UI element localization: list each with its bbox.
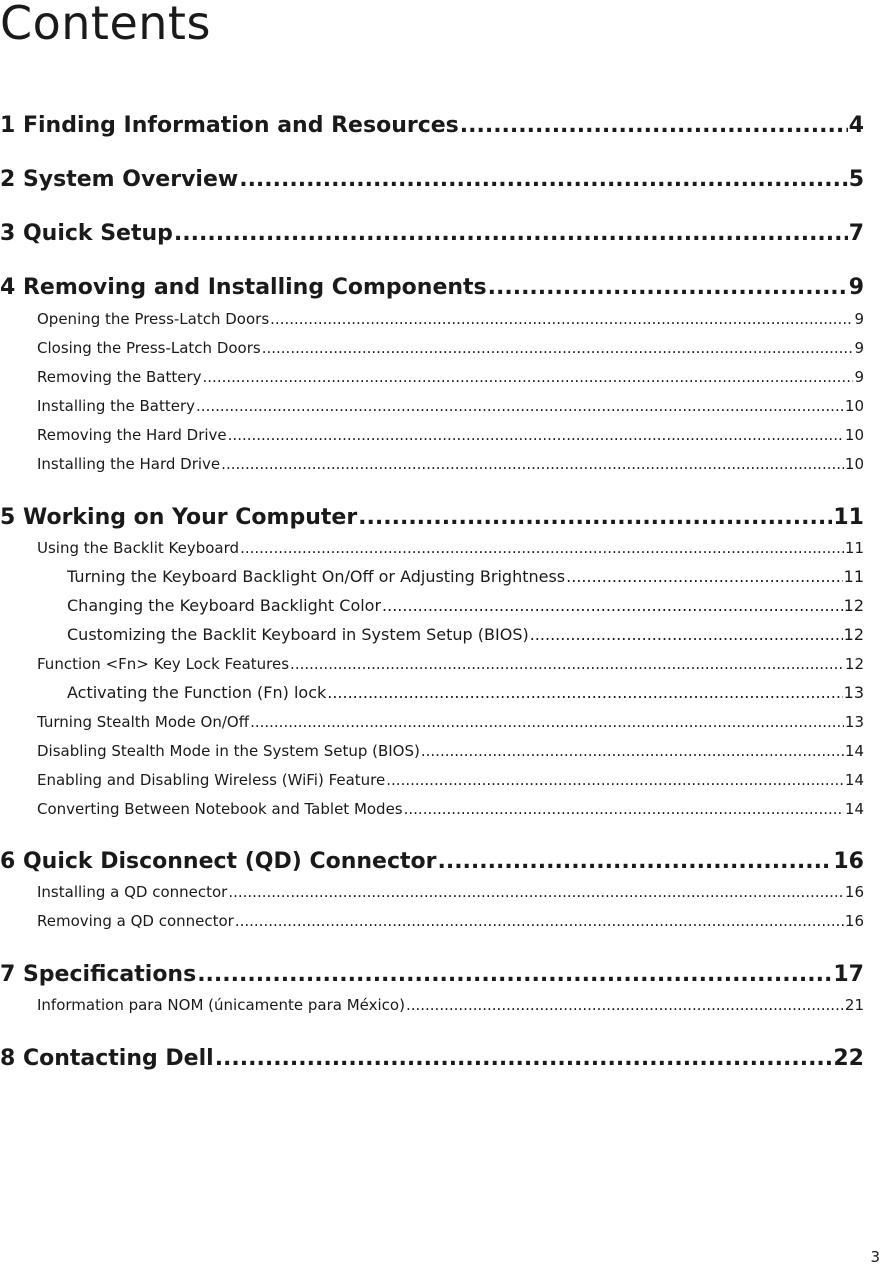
- toc-section-entry[interactable]: [37, 538, 864, 558]
- dot-leader: [530, 625, 843, 645]
- toc-entry-page: 10: [844, 397, 864, 415]
- toc-entry-page: 11: [833, 505, 864, 530]
- toc-entry-page: 11: [843, 567, 864, 586]
- dot-leader: [327, 683, 842, 703]
- toc-section-entry[interactable]: [37, 338, 864, 358]
- toc-chapter-entry[interactable]: [0, 505, 864, 531]
- dot-leader: [221, 454, 844, 474]
- toc-chapter-entry[interactable]: [0, 1046, 864, 1072]
- toc-entry-page: 14: [844, 771, 864, 789]
- toc-entry-page: 14: [844, 800, 864, 818]
- toc-entry-page: 12: [843, 596, 864, 615]
- toc-entry-title: 3 Quick Setup: [0, 221, 173, 246]
- toc-section-entry[interactable]: [37, 911, 864, 931]
- dot-leader: [239, 167, 847, 193]
- toc-entry-title: 6 Quick Disconnect (QD) Connector: [0, 849, 437, 874]
- toc-entry-title: 7 Specifications: [0, 962, 197, 987]
- toc-section-entry[interactable]: [37, 425, 864, 445]
- toc-entry-title: 2 System Overview: [0, 167, 239, 192]
- toc-entry-title: Information para NOM (únicamente para México): [37, 996, 405, 1014]
- toc-section-entry[interactable]: [37, 454, 864, 474]
- dot-leader: [290, 654, 844, 674]
- page-title: Contents: [0, 0, 211, 50]
- dot-leader: [250, 712, 844, 732]
- toc-entry-page: 22: [833, 1046, 864, 1071]
- toc-entry-title: Converting Between Notebook and Tablet Modes: [37, 800, 403, 818]
- dot-leader: [406, 995, 844, 1015]
- dot-leader: [235, 911, 844, 931]
- dot-leader: [382, 596, 843, 616]
- toc-subsection-entry[interactable]: [67, 596, 864, 616]
- toc-entry-page: 21: [844, 996, 864, 1014]
- toc-entry-title: 4 Removing and Installing Components: [0, 275, 487, 300]
- toc-entry-page: 9: [854, 368, 864, 386]
- toc-entry-title: Activating the Function (Fn) lock: [67, 683, 327, 702]
- dot-leader: [358, 505, 832, 531]
- toc-subsection-entry[interactable]: [67, 683, 864, 703]
- toc-entry-page: 7: [848, 221, 864, 246]
- toc-section-entry[interactable]: [37, 367, 864, 387]
- toc-entry-page: 12: [843, 625, 864, 644]
- toc-chapter-entry[interactable]: [0, 962, 864, 988]
- dot-leader: [240, 538, 844, 558]
- dot-leader: [437, 849, 832, 875]
- toc-entry-title: Removing the Battery: [37, 368, 202, 386]
- toc-entry-title: Turning Stealth Mode On/Off: [37, 713, 250, 731]
- dot-leader: [228, 425, 844, 445]
- toc-entry-page: 13: [843, 683, 864, 702]
- toc-section-entry[interactable]: [37, 799, 864, 819]
- dot-leader: [228, 882, 844, 902]
- toc-entry-title: Changing the Keyboard Backlight Color: [67, 596, 382, 615]
- toc-entry-title: Removing the Hard Drive: [37, 426, 227, 444]
- toc-section-entry[interactable]: [37, 741, 864, 761]
- toc-entry-page: 16: [844, 912, 864, 930]
- toc-section-entry[interactable]: [37, 882, 864, 902]
- toc-entry-title: Turning the Keyboard Backlight On/Off or Adjusting Brightness: [67, 567, 566, 586]
- toc-entry-page: 5: [848, 167, 864, 192]
- toc-chapter-entry[interactable]: [0, 275, 864, 301]
- toc-entry-title: Removing a QD connector: [37, 912, 234, 930]
- toc-entry-title: Installing the Battery: [37, 397, 196, 415]
- toc-section-entry[interactable]: [37, 396, 864, 416]
- page-number: 3: [870, 1248, 880, 1266]
- toc-entry-title: Disabling Stealth Mode in the System Setup (BIOS): [37, 742, 420, 760]
- toc-entry-title: Closing the Press-Latch Doors: [37, 339, 261, 357]
- toc-entry-title: Installing the Hard Drive: [37, 455, 221, 473]
- toc-entry-page: 12: [844, 655, 864, 673]
- toc-entry-title: Function <Fn> Key Lock Features: [37, 655, 290, 673]
- dot-leader: [404, 799, 844, 819]
- toc-section-entry[interactable]: [37, 712, 864, 732]
- toc-entry-page: 14: [844, 742, 864, 760]
- toc-entry-page: 9: [854, 310, 864, 328]
- toc-entry-page: 9: [854, 339, 864, 357]
- dot-leader: [421, 741, 844, 761]
- toc-entry-page: 10: [844, 426, 864, 444]
- toc-entry-page: 9: [848, 275, 864, 300]
- toc-entry-page: 11: [844, 539, 864, 557]
- toc-entry-title: Opening the Press-Latch Doors: [37, 310, 270, 328]
- toc-chapter-entry[interactable]: [0, 849, 864, 875]
- dot-leader: [386, 770, 844, 790]
- toc-entry-title: Enabling and Disabling Wireless (WiFi) Feature: [37, 771, 386, 789]
- dot-leader: [197, 962, 832, 988]
- dot-leader: [203, 367, 854, 387]
- dot-leader: [215, 1046, 833, 1072]
- toc-entry-title: Using the Backlit Keyboard: [37, 539, 240, 557]
- toc-entry-title: Installing a QD connector: [37, 883, 228, 901]
- toc-chapter-entry[interactable]: [0, 167, 864, 193]
- toc-section-entry[interactable]: [37, 770, 864, 790]
- toc-chapter-entry[interactable]: [0, 221, 864, 247]
- dot-leader: [196, 396, 844, 416]
- dot-leader: [270, 309, 853, 329]
- dot-leader: [262, 338, 854, 358]
- toc-section-entry[interactable]: [37, 995, 864, 1015]
- toc-subsection-entry[interactable]: [67, 625, 864, 645]
- toc-subsection-entry[interactable]: [67, 567, 864, 587]
- toc-entry-title: 1 Finding Information and Resources: [0, 113, 459, 138]
- dot-leader: [488, 275, 848, 301]
- toc-entry-title: 8 Contacting Dell: [0, 1046, 214, 1071]
- toc-entry-page: 16: [833, 849, 864, 874]
- toc-chapter-entry[interactable]: [0, 113, 864, 139]
- toc-entry-page: 10: [844, 455, 864, 473]
- toc-entry-page: 16: [844, 883, 864, 901]
- dot-leader: [174, 221, 848, 247]
- toc-entry-title: 5 Working on Your Computer: [0, 505, 358, 530]
- toc-entry-title: Customizing the Backlit Keyboard in System Setup (BIOS): [67, 625, 529, 644]
- toc-entry-page: 13: [844, 713, 864, 731]
- toc-entry-page: 4: [848, 113, 864, 138]
- dot-leader: [566, 567, 843, 587]
- toc-section-entry[interactable]: [37, 309, 864, 329]
- toc-section-entry[interactable]: [37, 654, 864, 674]
- dot-leader: [460, 113, 848, 139]
- toc-entry-page: 17: [833, 962, 864, 987]
